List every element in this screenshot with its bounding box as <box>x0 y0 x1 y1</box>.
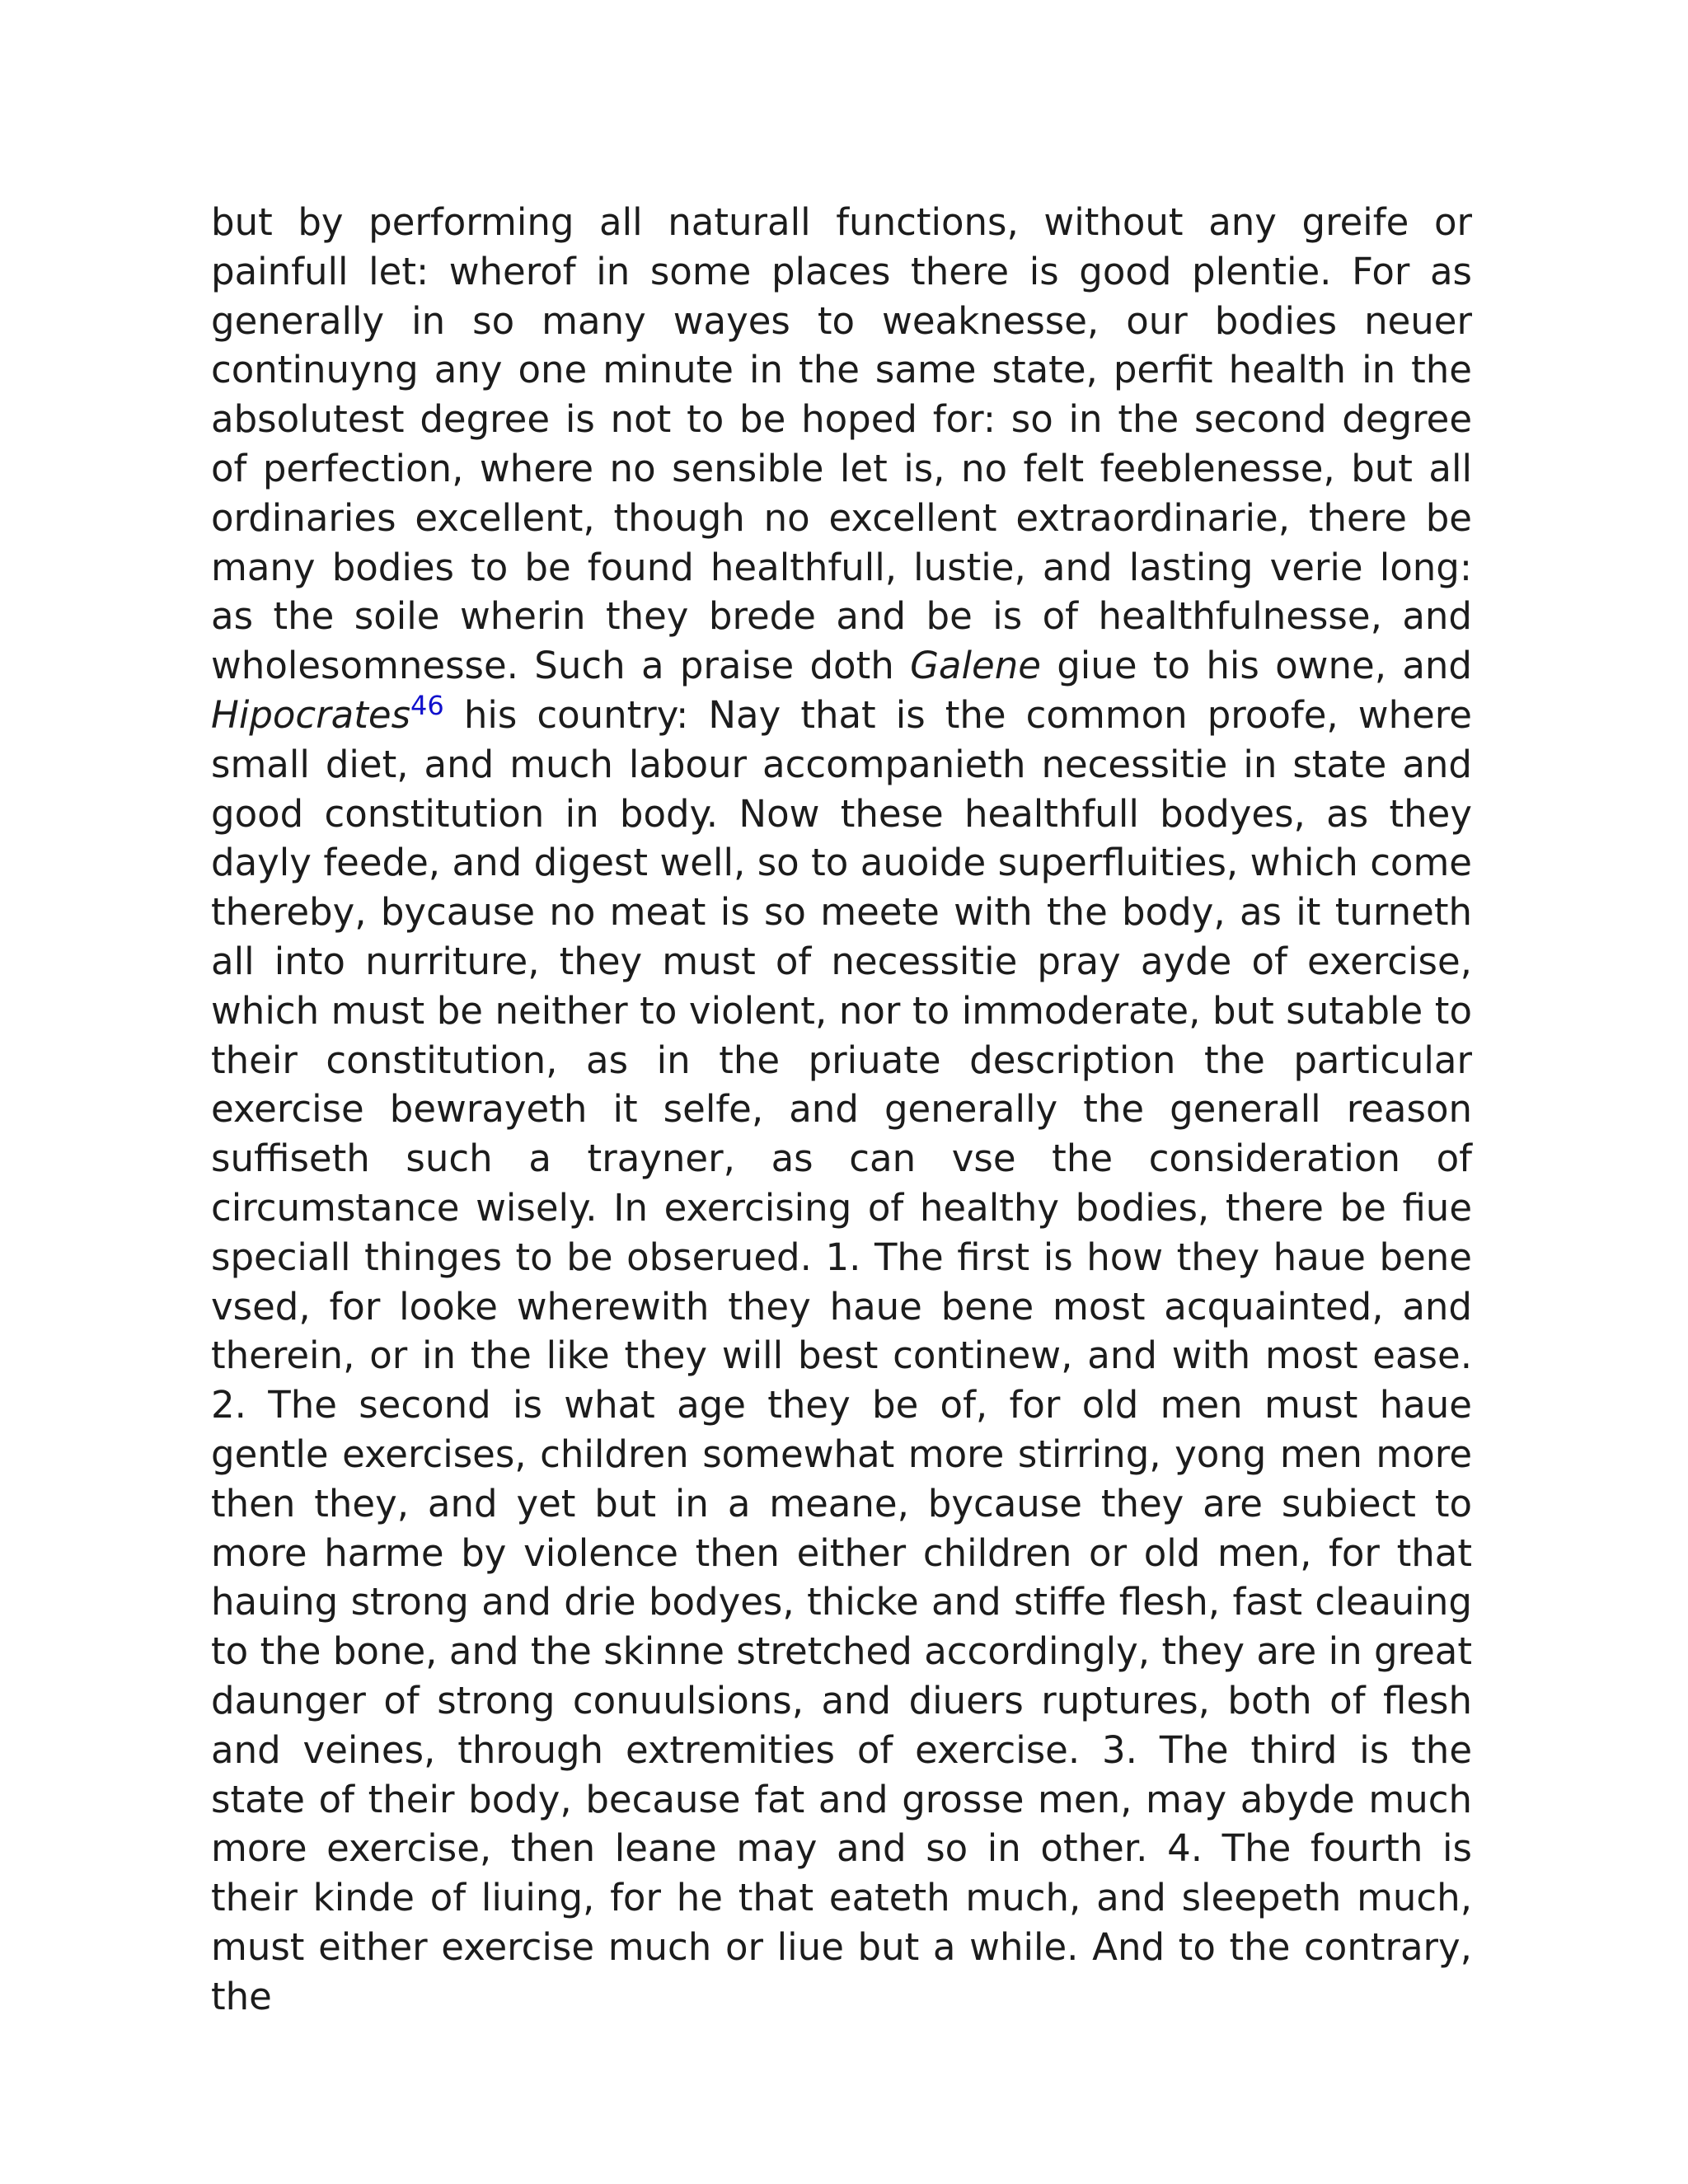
paragraph-text-part-2: giue to his owne, and <box>1040 644 1472 688</box>
paragraph-text-part-3: his country: Nay that is the common proofe, where small diet, and much labour accompanieth necessitie in state and good constitution in body. Now these healthfull bodyes, as they dayly feede, and digest well, so to auoide superfluities, which come thereby, bycause no meat is so meete with the body, as it turneth all into nurriture, they must of necessitie pray ayde of exercise, which must be neither to violent, nor to immoderate, but sutable to their constitution, as in the priuate description the particular exercise bewrayeth it selfe, and generally the generall reason suffiseth such a trayner, as can vse the consideration of circumstance wisely. In exercising of healthy bodies, there be fiue speciall thinges to be obserued. 1. The first is how they haue bene vsed, for looke wherewith they haue bene most acquainted, and therein, or in the like they will best continew, and with most ease. 2. The second is what age they be of, for old men must haue gentle exercises, children somewhat more stirring, yong men more then they, and yet but in a meane, bycause they are subiect to more harme by violence then either children or old men, for that hauing strong and drie bodyes, thicke and stiffe flesh, fast cleauing to the bone, and the skinne stretched accordingly, they are in great daunger of strong conuulsions, and diuers ruptures, both of flesh and veines, through extremities of exercise. 3. The third is the state of their body, because fat and grosse men, may abyde much more exercise, then leane may and so in other. 4. The fourth is their kinde of liuing, for he that eateth much, and sleepeth much, must either exercise much or liue but a while. And to the contrary, the <box>211 692 1472 2018</box>
person-name-galene: Galene <box>910 644 1041 688</box>
paragraph-text-part-1: but by performing all naturall functions, without any greife or painfull let: wherof in some places there is good plentie. For as generally in so many wayes to weaknesse, our bodies neuer continuyng any one minute in the same state, perfit health in the absolutest degree is not to be hoped for: so in the second degree of perfection, where no sensible let is, no felt feeblenesse, but all ordinaries excellent, though no excellent extraordinarie, there be many bodies to be found healthfull, lustie, and lasting verie long: as the soile wherin they brede and be is of healthfulnesse, and wholesomnesse. Such a praise doth <box>211 200 1472 688</box>
person-name-hipocrates: Hipocrates <box>211 692 411 737</box>
footnote-link[interactable]: 46 <box>410 689 444 721</box>
body-paragraph <box>211 198 1472 2021</box>
